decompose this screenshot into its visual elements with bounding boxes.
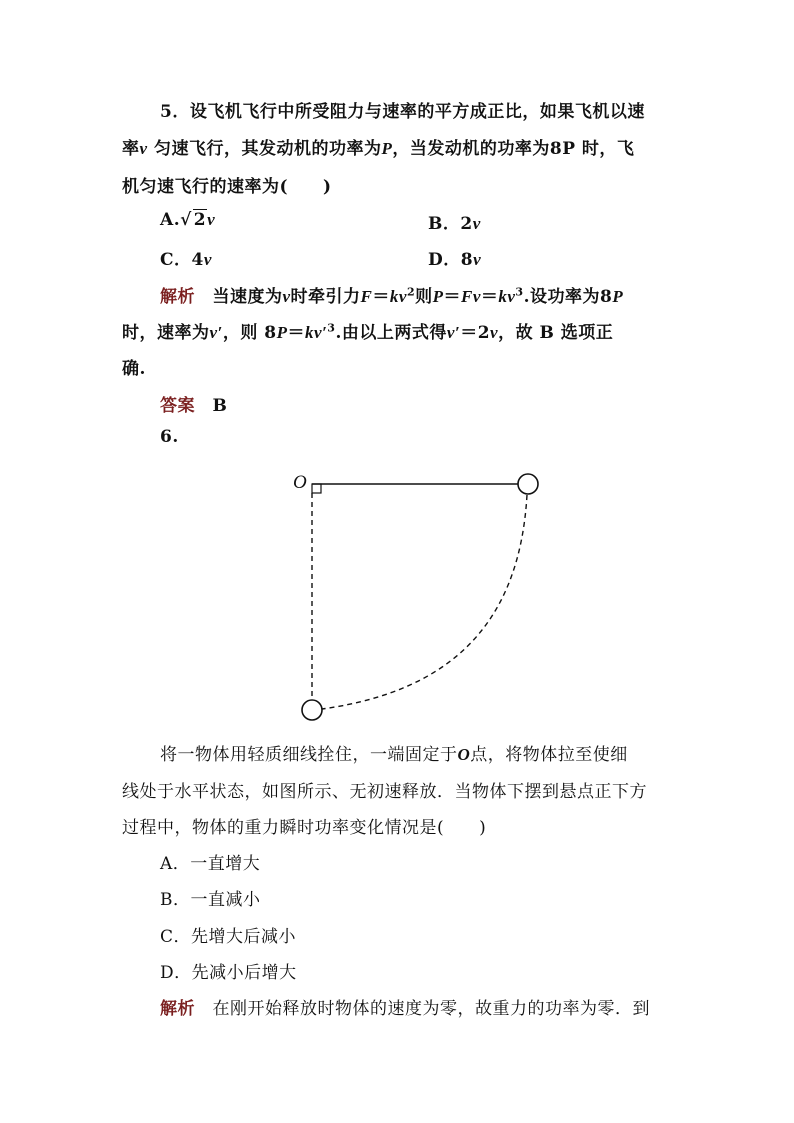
- q5-stem-line3: 机匀速飞行的速率为( ): [122, 177, 332, 197]
- q5-analysis-line1: 解析 当速度为v时牵引力$F=kv^2$则$P=Fv=kv^3$.设功率为8P: [160, 285, 624, 307]
- q6-stem-line2: 线处于水平状态，如图所示、无初速释放．当物体下摆到悬点正下方: [122, 782, 647, 802]
- pendulum-figure: [0, 465, 794, 725]
- q6-option-b: B．一直减小: [160, 890, 261, 910]
- answer-label: 答案: [160, 396, 195, 416]
- pivot-label: O: [293, 472, 307, 493]
- analysis-label: 解析: [160, 287, 195, 307]
- q6-option-a: A．一直增大: [160, 854, 261, 874]
- ball-bottom: [302, 700, 322, 720]
- q5-option-a: A.√ 2v: [160, 210, 216, 230]
- q5-answer: 答案 B: [160, 396, 228, 416]
- q6-option-d: D．先减小后增大: [160, 963, 297, 983]
- q5-stem-line1: 5．设飞机飞行中所受阻力与速率的平方成正比，如果飞机以速: [160, 102, 645, 122]
- q6-stem-line3: 过程中，物体的重力瞬时功率变化情况是( ): [122, 818, 487, 838]
- q5-stem-line2: 率v 匀速飞行，其发动机的功率为P，当发动机的功率为8P 时，飞: [122, 139, 635, 159]
- q5-option-b: B．2v: [428, 214, 481, 234]
- q6-option-c: C．先增大后减小: [160, 927, 297, 947]
- swing-arc-dashed: [322, 495, 527, 709]
- q5-option-c: C．4v: [160, 250, 212, 270]
- ball-start: [518, 474, 538, 494]
- right-angle-mark: [312, 484, 321, 493]
- q5-analysis-line2: 时，速率为v′，则 $8P=kv'^3$.由以上两式得v′＝2v，故 B 选项正: [122, 321, 614, 343]
- q5-analysis-line3: 确.: [122, 359, 146, 379]
- q6-stem-line1: 将一物体用轻质细线拴住，一端固定于O点，将物体拉至使细: [160, 745, 628, 765]
- analysis-label: 解析: [160, 999, 195, 1019]
- q5-option-d: D．8v: [428, 250, 482, 270]
- q6-analysis-line1: 解析 在刚开始释放时物体的速度为零，故重力的功率为零．到: [160, 999, 650, 1019]
- sqrt-symbol: √ 2: [180, 210, 207, 230]
- q6-number: 6.: [160, 427, 179, 447]
